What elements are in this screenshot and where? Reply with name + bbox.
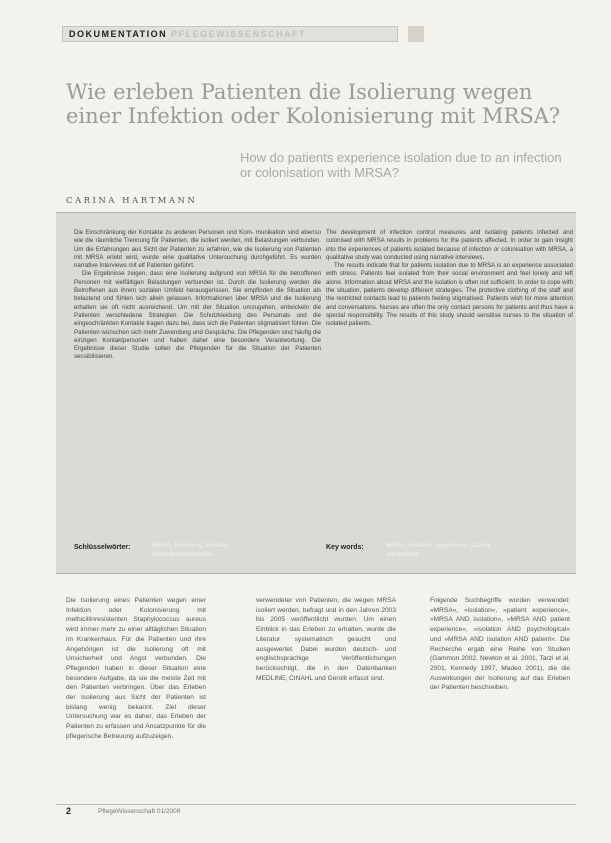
abstract-paragraph: The development of infection control measures and isolating patients infected and colonised with MRSA results in problems for the patients affected. In order to gain insight into the experiences of patients isolated because of infection or colonisation with MRSA, a qualitative study was conducted using narrative interviews. bbox=[326, 229, 573, 261]
footer-divider bbox=[56, 804, 576, 805]
body-paragraph: Die Isolierung eines Patienten wegen einer Infektion oder Kolonisierung mit methicillinresistenten Staphylococcus aureus wird immer mehr zu einer alltäglichen Situation im Krankenhaus. Für die Patienten und ihre Angehörigen ist die Isolierung oft mit Unsicherheit und Angst verbunden. Die Pflegenden haben in dieser Situation eine besondere Aufgabe, da sie die meiste Zeit mit den Patienten verbringen. Über das Erleben der Isolierung aus Sicht der Patienten ist bislang wenig bekannt. Ziel dieser Untersuchung war es daher, das Erleben der Patienten zu erfassen und Ansatzpunkte für die pflegerische Betreuung aufzuzeigen. bbox=[66, 597, 206, 740]
abstract-paragraph: The results indicate that for patients isolation due to MRSA is an experience associated with stress. Patients feel isolated from their social environment and feel lonely and left alone. Information about MRSA and the isolation is often not sufficient. In order to cope with the situation, patients develop different strategies. The protective clothing of the staff and the restricted contacts lead to patients feeling stigmatised. Patients wish for more attention and conversations. Nurses are often the only contact persons for patients and thus have a special responsibility. The results of this study should sensitise nurses to the situation of isolated patients. bbox=[326, 262, 573, 328]
keywords-english: MRSA, isolation, experience, patient perspective bbox=[386, 542, 491, 558]
header-tab-marker bbox=[408, 26, 424, 42]
body-column-1 bbox=[66, 596, 206, 742]
abstract-german bbox=[74, 229, 321, 362]
subsection-label: PFLEGEWISSENSCHAFT bbox=[171, 29, 307, 39]
journal-name: PflegeWissenschaft 01/2008 bbox=[98, 808, 181, 815]
keywords-label-german: Schlüsselwörter: bbox=[74, 544, 131, 551]
abstract-paragraph: Die Einschränkung der Kontakte zu anderen Personen und Kom- munikation sind ebenso wie die räumliche Trennung für Patienten, die isoliert werden, mit Belastungen verbunden. Um die Erfahrungen aus Sicht der Patienten zu erfahren, wie die Isolierung von Patienten mit MRSA erlebt wird, wurde eine qualitative Untersuchung durchgeführt. Es wurden narrative Interviews mit elf Patienten geführt. bbox=[74, 229, 321, 270]
section-header bbox=[62, 26, 398, 42]
keywords-label-english: Key words: bbox=[326, 544, 364, 551]
author-name: CARINA HARTMANN bbox=[66, 196, 198, 206]
page-number: 2 bbox=[66, 806, 72, 816]
body-paragraph: Folgende Suchbegriffe wurden verwendet: »MRSA«, »isolation«, »patient experience«, »MRSA AND isolation«, »MRSA AND patient experience«, »isolation AND psychological« und »MRSA AND isolation AND patient«. Die Recherche ergab eine Reihe von Studien (Gammon 2002, Newton et al. 2001, Tarzi et al. 2001, Kennedy 1997, Madeo 2001), die die Auswirkungen der Isolierung auf das Erleben der Patienten beschreiben. bbox=[430, 597, 570, 692]
abstract-paragraph: Die Ergebnisse zeigen, dass eine Isolierung aufgrund von MRSA für die betroffenen Personen mit vielfältigen Belastungen verbunden ist. Durch die Isolierung werden die Betroffenen aus ihrem sozialen Umfeld herausgerissen. Sie empfinden die Situation als belastend und fühlen sich allein gelassen. Informationen über MRSA und die Isolierung erhalten sie oft nicht ausreichend. Um mit der Situation umzugehen, entwickeln die Patienten verschiedene Strategien. Die Schutzkleidung des Personals und die eingeschränkten Kontakte tragen dazu bei, dass sich die Patienten stigmatisiert fühlen. Die Patienten wünschen sich mehr Zuwendung und Gespräche. Die Pflegenden sind häufig die einzigen Kontaktpersonen und haben daher eine besondere Verantwortung. Die Ergebnisse dieser Studie sollen die Pflegenden für die Situation der Patienten sensibilisieren. bbox=[74, 270, 321, 361]
section-label: DOKUMENTATION bbox=[69, 29, 168, 39]
abstract-english bbox=[326, 229, 573, 329]
article-title-english: How do patients experience isolation due to an infection or colonisation with MRSA? bbox=[240, 150, 562, 180]
body-column-3 bbox=[430, 596, 570, 693]
body-column-2 bbox=[256, 596, 396, 683]
keywords-german: MRSA, Isolierung, Erleben, Patientenperspektive bbox=[152, 542, 231, 558]
abstract-box bbox=[56, 212, 576, 574]
article-title-german: Wie erleben Patienten die Isolierung wegen einer Infektion oder Kolonisierung mit MRSA? bbox=[66, 80, 561, 128]
body-paragraph: verwendeter von Patienten, die wegen MRSA isoliert werden, befragt und in den Jahren 2003 bis 2005 veröffentlicht wurden. Um einen Einblick in das Erleben zu erhalten, wurde die Literatur systematisch gesucht und ausgewertet. Dabei wurden deutsch- und englischsprachige Veröffentlichungen berücksichtigt, die in den Datenbanken MEDLINE, CINAHL und Gerolit erfasst sind. bbox=[256, 597, 396, 682]
